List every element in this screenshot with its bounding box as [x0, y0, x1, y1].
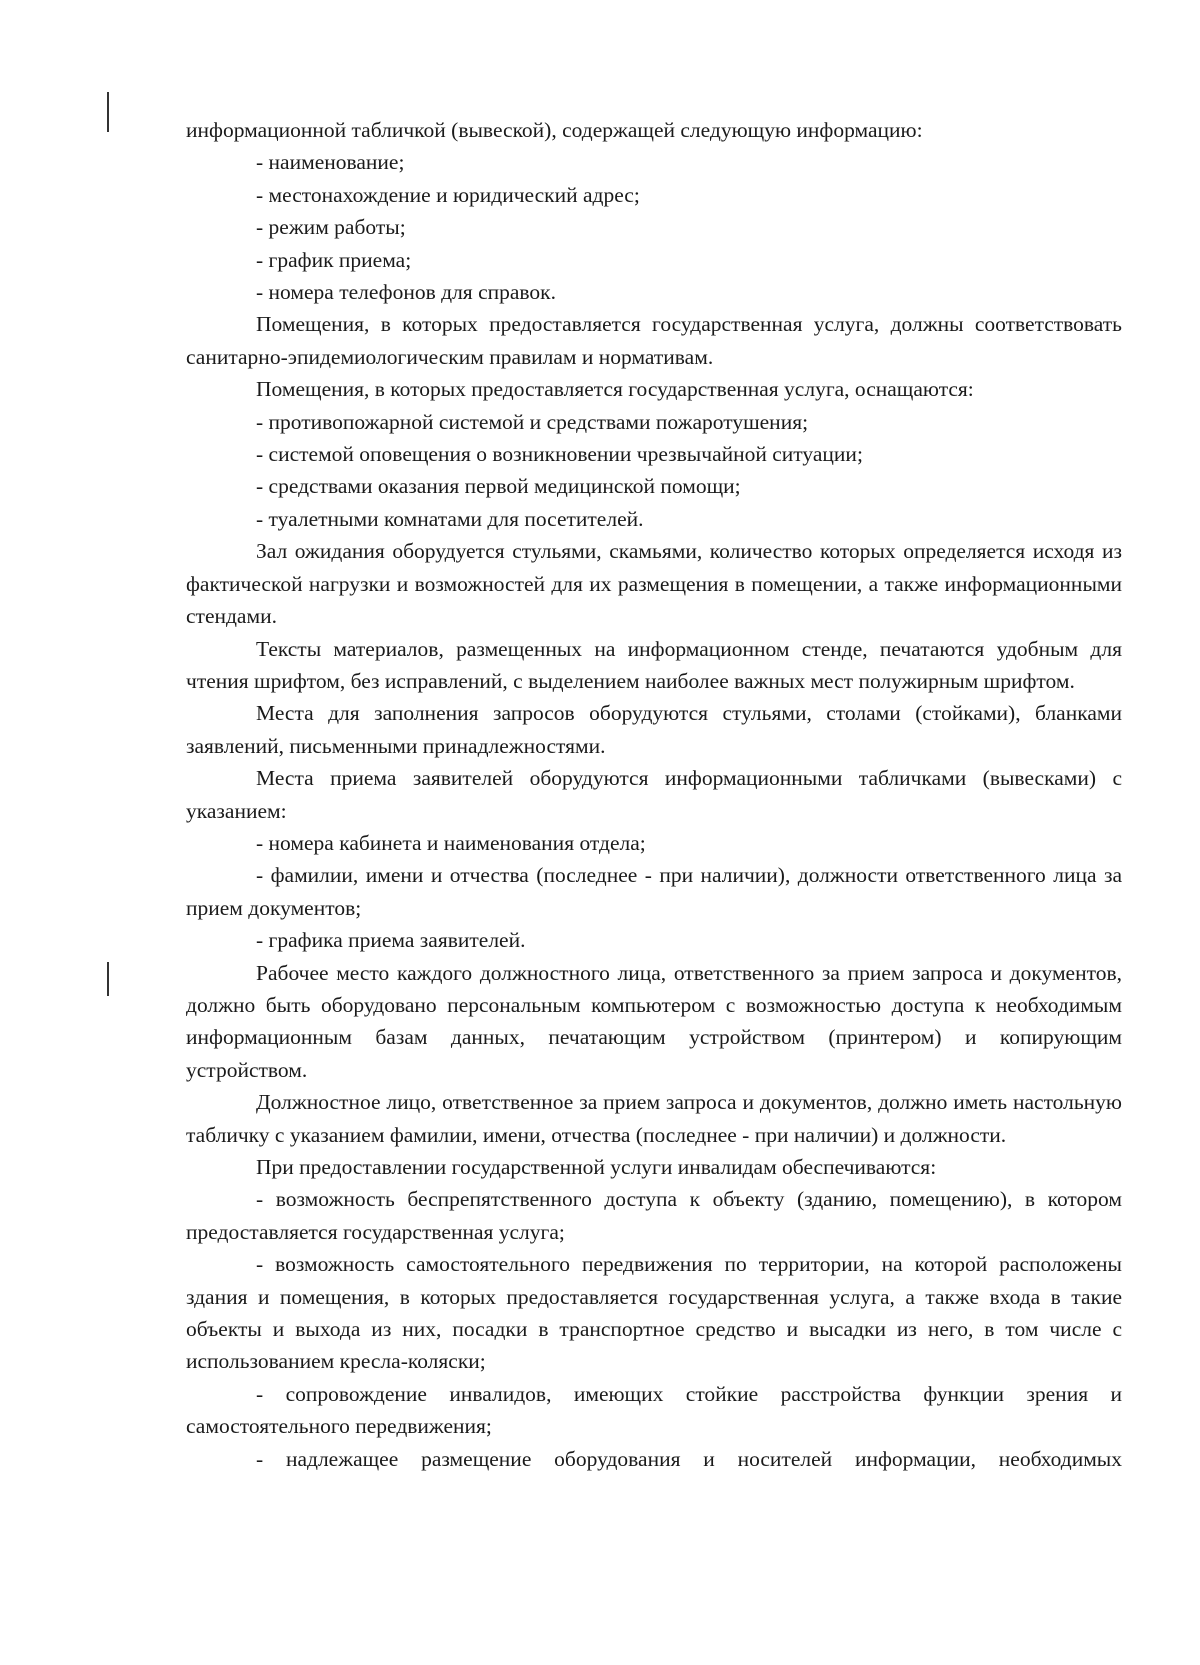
- list-item: - возможность беспрепятственного доступа к объекту (зданию, помещению), в котором предоставляется государственная услуга;: [186, 1187, 1122, 1244]
- paragraph: Места для заполнения запросов оборудуются стульями, столами (стойками), бланками заявлений, письменными принадлежностями.: [186, 701, 1122, 758]
- paragraph: Тексты материалов, размещенных на информационном стенде, печатаются удобным для чтения шрифтом, без исправлений, с выделением наиболее важных мест полужирным шрифтом.: [186, 636, 1122, 693]
- paragraph: При предоставлении государственной услуги инвалидам обеспечиваются:: [256, 1155, 937, 1179]
- list-item: - системой оповещения о возникновении чрезвычайной ситуации;: [256, 442, 863, 467]
- paragraph: Зал ожидания оборудуется стульями, скамьями, количество которых определяется исходя из фактической нагрузки и возможностей для их размещения в помещении, а также информационными стендами.: [186, 539, 1122, 629]
- margin-mark-top: [107, 92, 109, 132]
- paragraph-continuation: информационной табличкой (вывеской), содержащей следующую информацию:: [186, 118, 923, 142]
- paragraph: Места приема заявителей оборудуются информационными табличками (вывесками) с указанием:: [186, 766, 1122, 823]
- list-item: - туалетными комнатами для посетителей.: [256, 506, 644, 531]
- list-item: - наименование;: [256, 150, 405, 175]
- list-item: - режим работы;: [256, 215, 406, 240]
- list-item: - фамилии, имени и отчества (последнее - при наличии), должности ответственного лица за прием документов;: [186, 863, 1122, 920]
- margin-mark-middle: [107, 962, 109, 996]
- list-item: - возможность самостоятельного передвижения по территории, на которой расположены здания и помещения, в которых предоставляется государственная услуга, а также входа в такие объекты и выхода из них, посадки в транспортное средство и высадки из него, в том числе с использованием кресла-коляски;: [186, 1252, 1122, 1374]
- list-item: - номера телефонов для справок.: [256, 280, 556, 305]
- list-item: - средствами оказания первой медицинской помощи;: [256, 474, 741, 499]
- list-item: - сопровождение инвалидов, имеющих стойкие расстройства функции зрения и самостоятельного передвижения;: [186, 1381, 1122, 1439]
- list-item: - местонахождение и юридический адрес;: [256, 182, 640, 207]
- list-item: - график приема;: [256, 247, 412, 272]
- paragraph: Рабочее место каждого должностного лица, ответственного за прием запроса и документов, должно быть оборудовано персональным компьютером с возможностью доступа к необходимым информационным базам данных, печатающим устройством (принтером) и копирующим устройством.: [186, 960, 1122, 1082]
- document-body: [186, 114, 1122, 1475]
- paragraph: Должностное лицо, ответственное за прием запроса и документов, должно иметь настольную табличку с указанием фамилии, имени, отчества (последнее - при наличии) и должности.: [186, 1090, 1122, 1147]
- paragraph: Помещения, в которых предоставляется государственная услуга, оснащаются:: [256, 377, 974, 402]
- list-item: - надлежащее размещение оборудования и носителей информации, необходимых: [256, 1446, 1122, 1471]
- list-item: - графика приема заявителей.: [256, 928, 526, 953]
- paragraph: Помещения, в которых предоставляется государственная услуга, должны соответствовать санитарно-эпидемиологическим правилам и нормативам.: [186, 312, 1122, 369]
- list-item: - номера кабинета и наименования отдела;: [256, 830, 646, 855]
- list-item: - противопожарной системой и средствами пожаротушения;: [256, 409, 809, 434]
